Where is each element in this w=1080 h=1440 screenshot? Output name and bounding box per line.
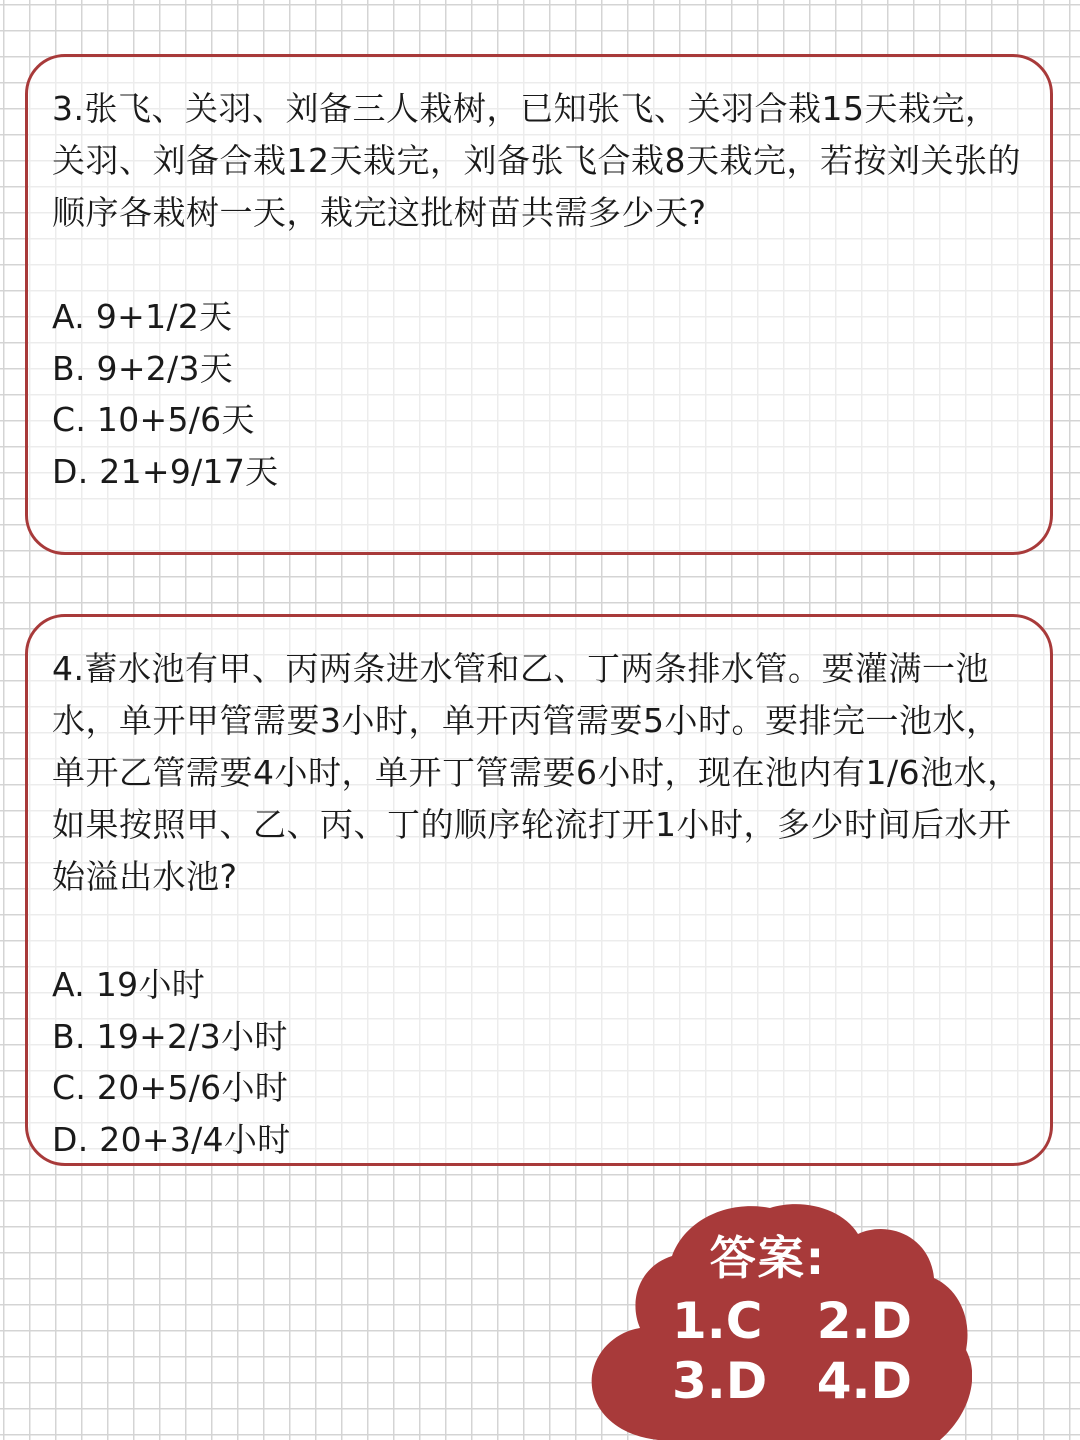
answer-item: 4.D [816,1352,912,1410]
option-item: C. 20+5/6小时 [52,1068,289,1107]
question-card-4 [25,614,1053,1166]
question-4-options [52,959,1030,1165]
question-3-text: 3.张飞、关羽、刘备三人栽树，已知张飞、关羽合栽15天栽完，关羽、刘备合栽12天栽完，刘备张飞合栽8天栽完，若按刘关张的顺序各栽树一天，栽完这批树苗共需多少天? [52,89,1021,232]
option-item: B. 9+2/3天 [52,348,234,388]
answer-item: 3.D [672,1352,768,1410]
option-item: A. 9+1/2天 [52,297,233,336]
option-item: D. 20+3/4小时 [52,1119,291,1159]
option-item: D. 21+9/17天 [52,451,279,491]
answer-item: 1.C [672,1292,763,1350]
option-item: C. 10+5/6天 [52,400,255,439]
answer-item: 2.D [816,1292,912,1350]
question-3-options [52,291,1030,497]
question-card-3 [25,54,1053,555]
answer-row [672,1352,912,1410]
answer-cloud [588,1200,972,1440]
question-4-text: 4.蓄水池有甲、丙两条进水管和乙、丁两条排水管。要灌满一池水，单开甲管需要3小时，单开丙管需要5小时。要排完一池水，单开乙管需要4小时，单开丁管需要6小时，现在池内有1/6池水，如果按照甲、乙、丙、丁的顺序轮流打开1小时，多少时间后水开始溢出水池? [52,649,1021,896]
answer-row [672,1292,912,1350]
option-item: B. 19+2/3小时 [52,1016,288,1056]
option-item: A. 19小时 [52,965,206,1004]
answer-title: 答案: [709,1231,827,1285]
